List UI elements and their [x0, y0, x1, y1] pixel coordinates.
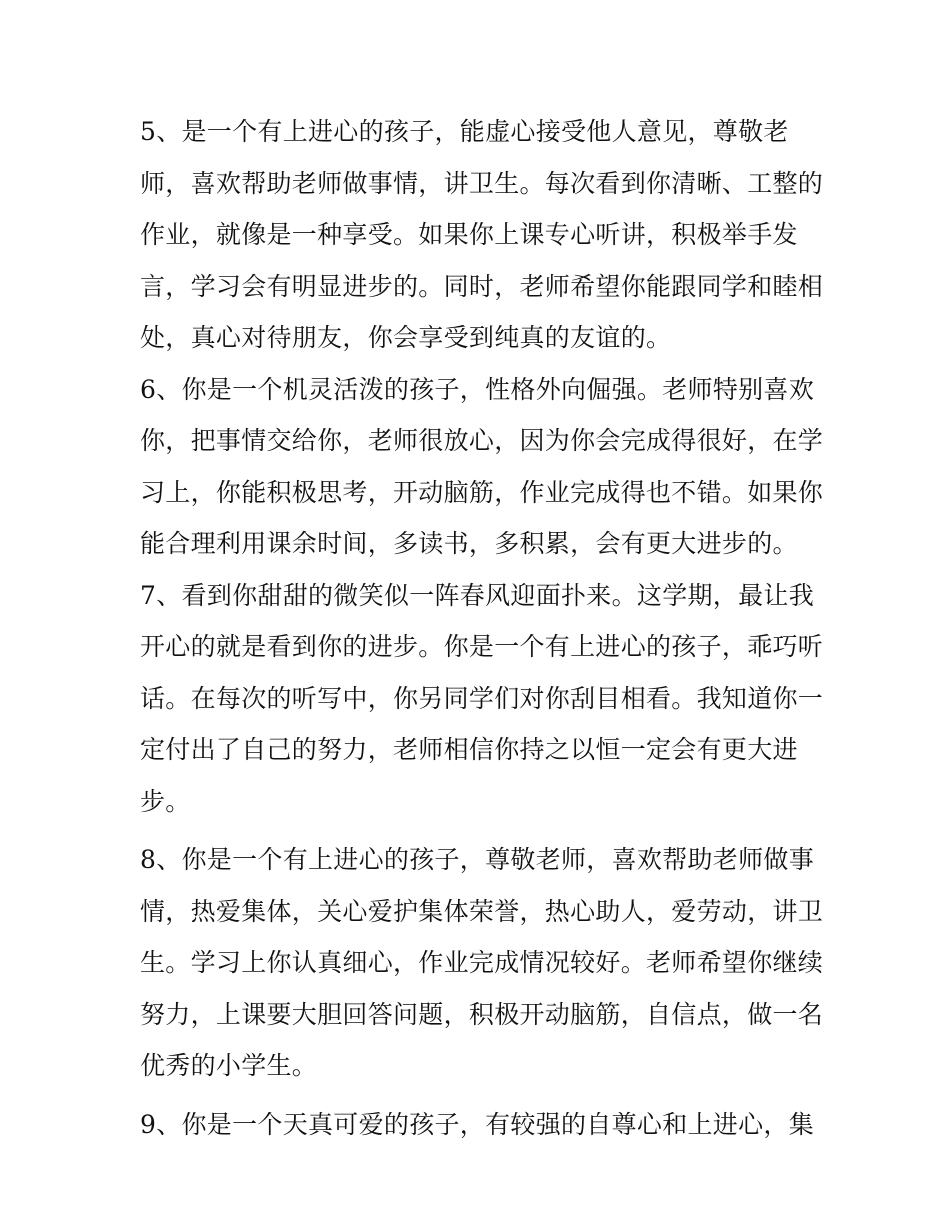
paragraph-5: [140, 106, 824, 364]
paragraph-spacer: [140, 827, 812, 834]
text-line: 8、你是一个有上进心的孩子，尊敬老师，喜欢帮助老师做事: [140, 845, 815, 874]
text-line: 定付出了自己的努力，老师相信你持之以恒一定会有更大进: [140, 735, 798, 764]
text-line: 6、你是一个机灵活泼的孩子，性格外向倔强。老师特别喜欢: [140, 374, 815, 404]
text-line: 步。: [140, 786, 191, 816]
text-line: 7、看到你甜甜的微笑似一阵春风迎面扑来。这学期，最让我: [140, 580, 815, 610]
text-line: 9、你是一个天真可爱的孩子，有较强的自尊心和上进心，集: [140, 1109, 815, 1139]
paragraph-spacer: [140, 1092, 812, 1099]
text-line: 能合理利用课余时间，多读书，多积累，会有更大进步的。: [140, 529, 798, 558]
paragraph-6: [140, 364, 824, 570]
text-line: 习上，你能积极思考，开动脑筋，作业完成得也不错。如果你: [140, 477, 824, 507]
text-line: 优秀的小学生。: [140, 1051, 318, 1080]
text-line: 努力，上课要大胆回答问题，积极开动脑筋，自信点，做一名: [140, 999, 824, 1029]
document-body: [140, 106, 824, 1150]
text-line: 言，学习会有明显进步的。同时，老师希望你能跟同学和睦相: [140, 271, 824, 301]
text-line: 开心的就是看到你的进步。你是一个有上进心的孩子，乖巧听: [140, 632, 824, 661]
paragraph-7: [140, 570, 824, 828]
text-line: 话。在每次的听写中，你另同学们对你刮目相看。我知道你一: [140, 683, 824, 713]
paragraph-9: [140, 1099, 815, 1151]
text-line: 师，喜欢帮助老师做事情，讲卫生。每次看到你清晰、工整的: [140, 168, 824, 198]
text-line: 处，真心对待朋友，你会享受到纯真的友谊的。: [140, 323, 672, 352]
text-line: 情，热爱集体，关心爱护集体荣誉，热心助人，爱劳动，讲卫: [140, 896, 824, 926]
paragraph-8: [140, 834, 824, 1092]
text-line: 生。学习上你认真细心，作业完成情况较好。老师希望你继续: [140, 948, 824, 977]
text-line: 5、是一个有上进心的孩子，能虚心接受他人意见，尊敬老: [140, 117, 789, 146]
text-line: 你，把事情交给你，老师很放心，因为你会完成得很好，在学: [140, 426, 824, 455]
text-line: 作业，就像是一种享受。如果你上课专心听讲，积极举手发: [140, 220, 798, 249]
